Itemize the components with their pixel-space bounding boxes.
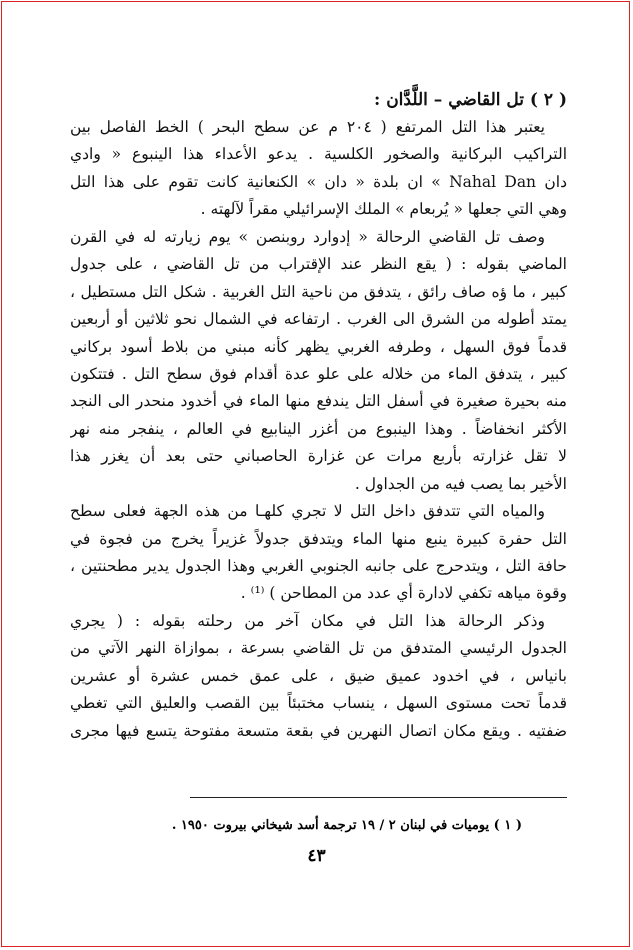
page-body bbox=[70, 86, 567, 745]
text-line: كبير ، ما ؤه صاف رائق ، يتدفق من ناحية التل الغربية . شكل التل مستطيل ، bbox=[70, 282, 567, 301]
page-number: ٤٣ bbox=[307, 846, 326, 866]
text-line: الجدول الرئيسي المتدفق من تل القاضي بسرعة ، بموازاة النهر الآتي من bbox=[70, 639, 567, 658]
text-line: دان Nahal Dan » ان بلدة « دان » الكنعانية كانت تقوم على هذا التل bbox=[70, 172, 567, 191]
text-line: قدماً فوق السهل ، وطرفه الغربي يظهر كأنه مبني من بلاط أسود بركاني bbox=[70, 337, 567, 356]
text-line: والمياه التي تتدفق داخل التل لا تجري كلهـا من هذه الجهة فعلى سطح bbox=[70, 502, 545, 521]
paragraph bbox=[70, 498, 567, 608]
text-line: ضفتيه . ويقع مكان اتصال النهرين في بقعة متسعة مفتوحة يتسع فيها مجرى bbox=[70, 721, 567, 740]
footnote-divider bbox=[190, 797, 567, 798]
text-line: منه بحيرة صغيرة في أسفل التل يندفع منها الماء في أخدود منحدر الى النجد bbox=[70, 392, 567, 411]
text-line: يعتبر هذا التل المرتفع ( ٢٠٤ م عن سطح البحر ) الخط الفاصل بين bbox=[70, 118, 545, 136]
paragraph bbox=[70, 224, 567, 498]
text-line: وقوة مياهه تكفي لادارة أي عدد من المطاحن ) ⁽¹⁾ . bbox=[240, 584, 567, 603]
text-line: يمتد أطوله من الشرق الى الغرب . ارتفاعه في الشمال نحو ثلاثين أو أربعين bbox=[70, 310, 567, 329]
text-line: الأخير بما يصب فيه من الجداول . bbox=[354, 474, 567, 493]
text-line: التراكيب البركانية والصخور الكلسية . يدعو الأعداء هذا الينبوع « وادي bbox=[70, 145, 567, 164]
text-line: بانياس ، في اخدود عميق ضيق ، على عمق خمس عشرة أو عشرين bbox=[70, 666, 567, 685]
text-line: وصف تل القاضي الرحالة « إدوارد روبنصن » يوم زيارته له في القرن bbox=[70, 227, 545, 246]
paragraph bbox=[70, 608, 567, 745]
paragraph bbox=[70, 114, 567, 224]
text-line: الأكثر انخفاضاً . وهذا الينبوع من أغزر الينابيع في العالم ، ينفجر منه نهر bbox=[70, 419, 567, 438]
text-line: لا تقل غزارته بأربع مرات عن غزارة الحاصباني حتى بعد أن يغزر هذا bbox=[70, 447, 567, 466]
section-heading: ( ٢ ) تل القاضي – اللَّدَّان : bbox=[374, 90, 567, 110]
text-line: وهي التي جعلها « يُربعام » الملك الإسرائيلي مقراً لآلهته . bbox=[200, 200, 567, 219]
footnote: ( ١ ) يوميات في لبنان ٢ / ١٩ ترجمة أسد شيخاني بيروت ١٩٥٠ . bbox=[171, 818, 522, 833]
text-line: الماضي بقوله : ( يقع النظر عند الإقتراب من تل القاضي ، على جدول bbox=[70, 255, 567, 274]
text-line: حافة التل ، ويتدحرج على جانبه الجنوبي الغربي وهذا الجدول يدير مطحنتين ، bbox=[70, 557, 567, 575]
text-line: كبير ، يتدفق الماء من خلاله على علو عدة أقدام فوق سطح التل . فتتكون bbox=[70, 364, 567, 383]
paragraphs bbox=[70, 114, 567, 745]
text-line: وذكر الرحالة هذا التل في مكان آخر من رحلته بقوله : ( يجري bbox=[70, 611, 545, 630]
text-line: التل حفرة كبيرة ينبع منها الماء ويتدفق جدولاً غزيراً يخرج من فجوة في bbox=[70, 529, 567, 548]
text-line: قدماً تحت مستوى السهل ، ينساب مختبئاً بين القصب والعليق التي تغطي bbox=[70, 694, 567, 713]
